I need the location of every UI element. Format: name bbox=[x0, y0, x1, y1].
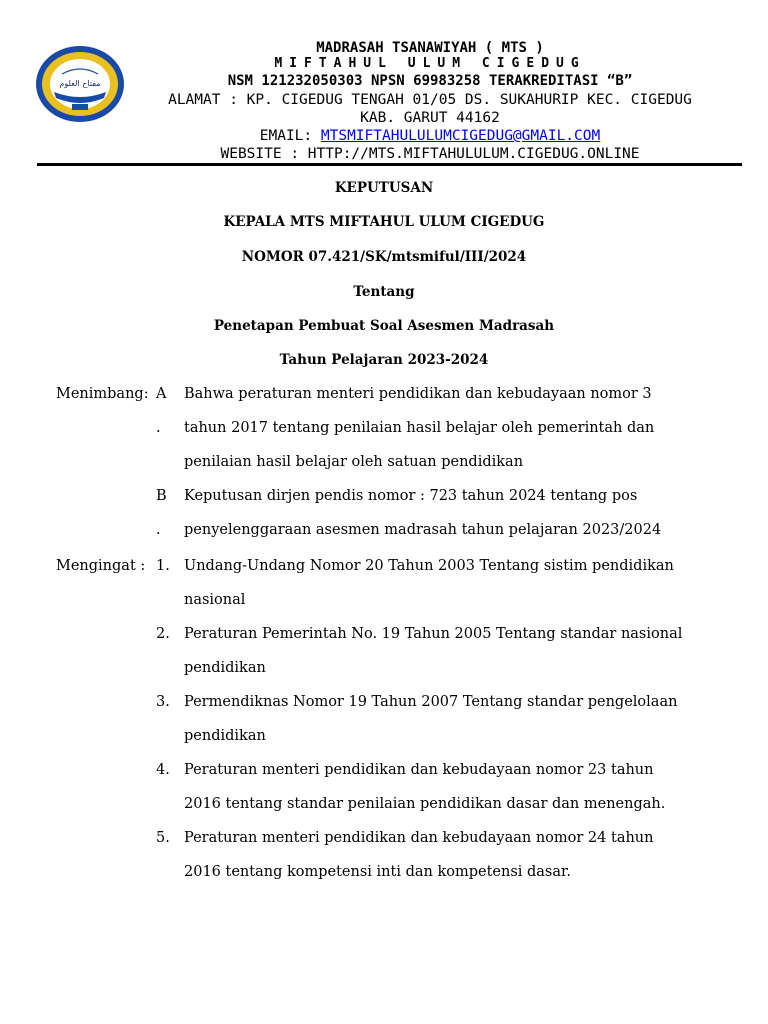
address-line-1: ALAMAT : KP. CIGEDUG TENGAH 01/05 DS. SUKAHURIP KEC. CIGEDUG bbox=[168, 92, 692, 108]
mengingat-row-3a bbox=[0, 694, 768, 728]
item-text: Peraturan menteri pendidikan dan kebudayaan nomor 23 tahun bbox=[184, 762, 654, 778]
letterhead-text bbox=[130, 40, 730, 163]
item-mark: . bbox=[156, 420, 161, 436]
item-text: Bahwa peraturan menteri pendidikan dan kebudayaan nomor 3 bbox=[184, 386, 652, 402]
item-text: 2016 tentang kompetensi inti dan kompetensi dasar. bbox=[184, 864, 571, 880]
item-text: pendidikan bbox=[184, 728, 266, 744]
academic-year: Tahun Pelajaran 2023-2024 bbox=[279, 352, 489, 368]
emblem-arabic-text: مفتاح العلوم bbox=[59, 79, 101, 88]
item-text: Permendiknas Nomor 19 Tahun 2007 Tentang standar pengelolaan bbox=[184, 694, 678, 710]
menimbang-row-b2 bbox=[0, 522, 768, 556]
address-line-2: KAB. GARUT 44162 bbox=[360, 110, 500, 126]
item-text: 2016 tentang standar penilaian pendidikan dasar dan menengah. bbox=[184, 796, 666, 812]
item-mark: 1. bbox=[156, 558, 170, 574]
decree-subject: Penetapan Pembuat Soal Asesmen Madrasah bbox=[213, 318, 555, 334]
decision-title: KEPUTUSAN bbox=[334, 180, 434, 196]
school-name: MADRASAH TSANAWIYAH ( MTS ) bbox=[316, 40, 544, 56]
item-mark: 2. bbox=[156, 626, 170, 642]
menimbang-label: Menimbang: bbox=[56, 386, 149, 402]
menimbang-row-a2 bbox=[0, 420, 768, 454]
mengingat-row-4a bbox=[0, 762, 768, 796]
school-subname: MIFTAHUL ULUM CIGEDUG bbox=[274, 56, 586, 71]
letterhead bbox=[0, 0, 768, 170]
issuer-title: KEPALA MTS MIFTAHUL ULUM CIGEDUG bbox=[223, 214, 545, 230]
mengingat-row-2a bbox=[0, 626, 768, 660]
mengingat-row-1b bbox=[0, 592, 768, 626]
item-mark: . bbox=[156, 522, 161, 538]
mengingat-row-1a bbox=[0, 558, 768, 592]
mengingat-label: Mengingat : bbox=[56, 558, 146, 574]
item-mark: 5. bbox=[156, 830, 170, 846]
mengingat-row-2b bbox=[0, 660, 768, 694]
menimbang-row-a3 bbox=[0, 454, 768, 488]
mengingat-row-5b bbox=[0, 864, 768, 898]
website-line: WEBSITE : HTTP://MTS.MIFTAHULULUM.CIGEDUG.ONLINE bbox=[220, 146, 640, 162]
item-mark: 4. bbox=[156, 762, 170, 778]
item-text: nasional bbox=[184, 592, 246, 608]
menimbang-row-a1 bbox=[0, 386, 768, 420]
item-text: Undang-Undang Nomor 20 Tahun 2003 Tentang sistim pendidikan bbox=[184, 558, 674, 574]
item-text: penilaian hasil belajar oleh satuan pendidikan bbox=[184, 454, 524, 470]
item-mark: B bbox=[156, 488, 167, 504]
item-text: Peraturan menteri pendidikan dan kebudayaan nomor 24 tahun bbox=[184, 830, 654, 846]
decree-number: NOMOR 07.421/SK/mtsmiful/III/2024 bbox=[241, 249, 527, 265]
item-text: Keputusan dirjen pendis nomor : 723 tahun 2024 tentang pos bbox=[184, 488, 638, 504]
item-text: penyelenggaraan asesmen madrasah tahun pelajaran 2023/2024 bbox=[184, 522, 662, 538]
email-line bbox=[130, 127, 730, 145]
mengingat-row-5a bbox=[0, 830, 768, 864]
about-label: Tentang bbox=[353, 284, 415, 300]
school-registration: NSM 121232050303 NPSN 69983258 TERAKREDITASI “B” bbox=[227, 73, 633, 89]
email-label: EMAIL: bbox=[259, 128, 321, 144]
item-mark: A bbox=[156, 386, 167, 402]
item-text: Peraturan Pemerintah No. 19 Tahun 2005 Tentang standar nasional bbox=[184, 626, 683, 642]
school-emblem-icon bbox=[34, 44, 126, 124]
letterhead-divider bbox=[37, 163, 742, 166]
mengingat-row-4b bbox=[0, 796, 768, 830]
item-text: tahun 2017 tentang penilaian hasil belajar oleh pemerintah dan bbox=[184, 420, 655, 436]
item-mark: 3. bbox=[156, 694, 170, 710]
item-text: pendidikan bbox=[184, 660, 266, 676]
menimbang-row-b1 bbox=[0, 488, 768, 522]
mengingat-row-3b bbox=[0, 728, 768, 762]
email-link[interactable]: MTSMIFTAHULULUMCIGEDUG@GMAIL.COM bbox=[320, 128, 601, 144]
